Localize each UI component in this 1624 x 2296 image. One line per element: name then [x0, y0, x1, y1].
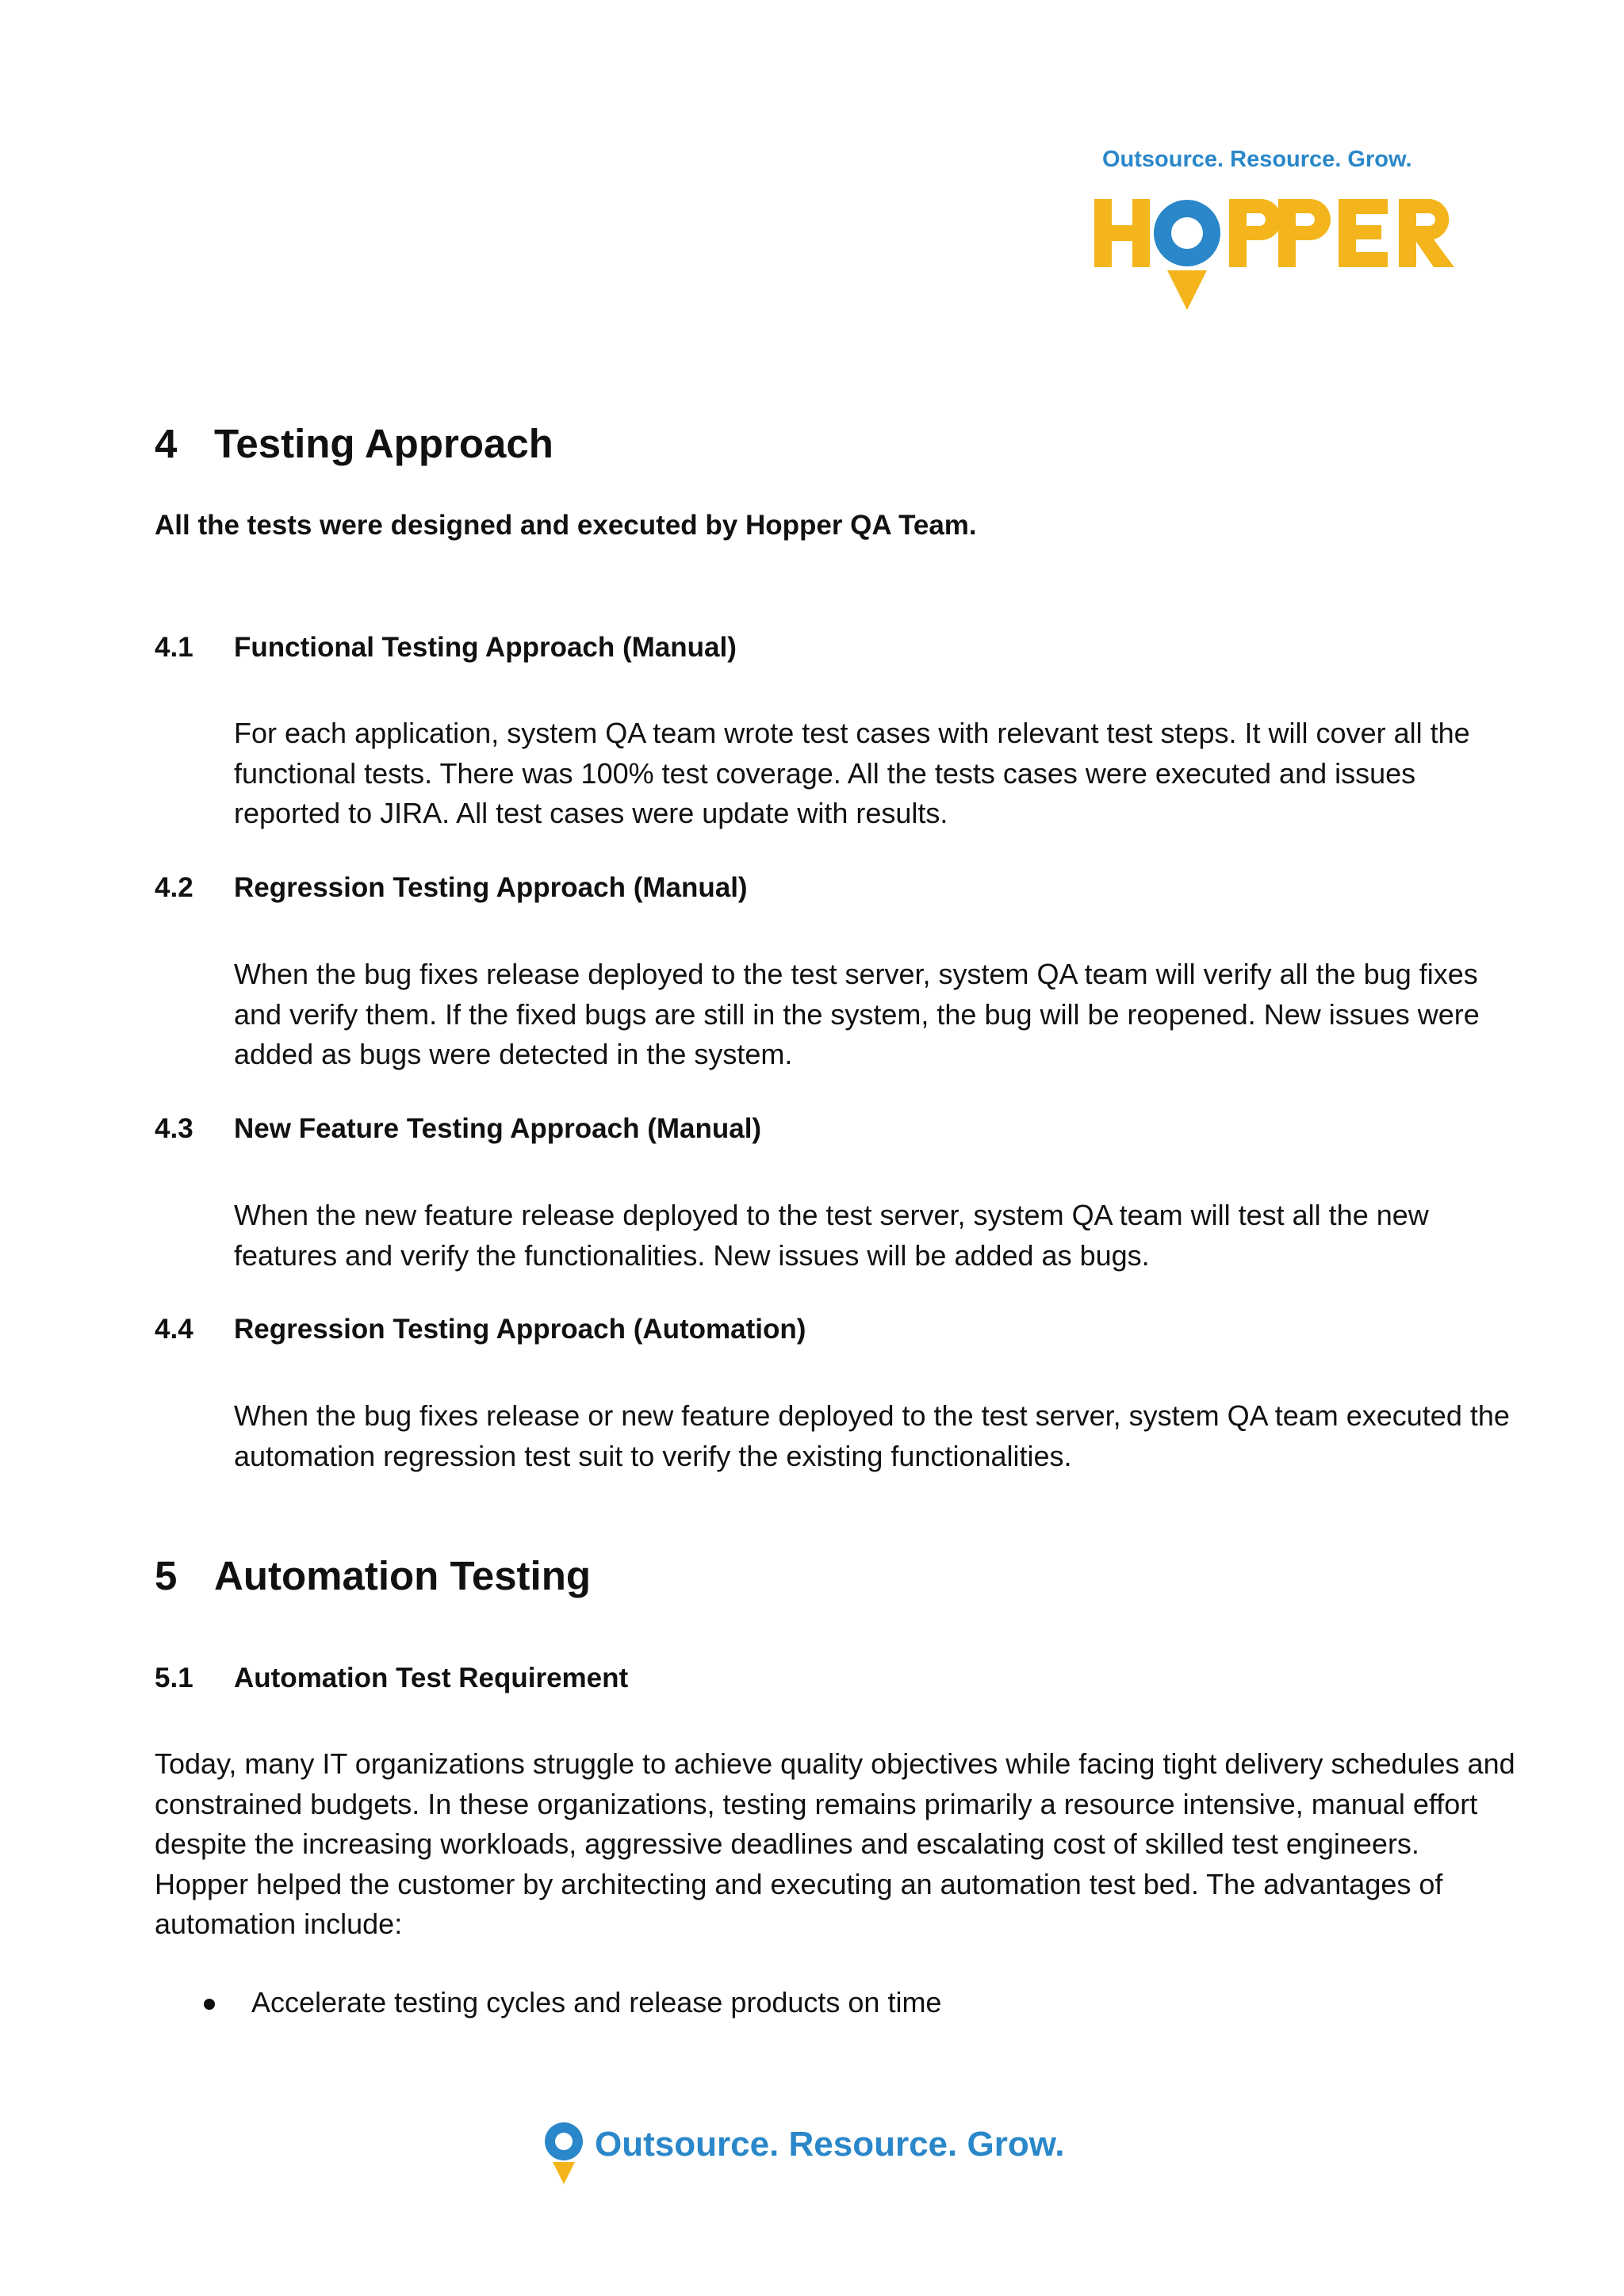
- hopper-wordmark-icon: [1094, 191, 1475, 326]
- subsection-title: Functional Testing Approach (Manual): [234, 632, 737, 663]
- subsection-number: 4.4: [155, 1314, 193, 1345]
- section-4-lead: All the tests were designed and executed by Hopper QA Team.: [155, 510, 977, 541]
- subsection-title: New Feature Testing Approach (Manual): [234, 1113, 762, 1144]
- subsection-4-3-body: When the new feature release deployed to the test server, system QA team will test all the new features and verify the functionalities. New issues will be added as bugs.: [234, 1199, 1429, 1272]
- subsection-number: 5.1: [155, 1663, 193, 1693]
- footer-logo: [543, 2121, 1098, 2192]
- subsection-4-1-body: For each application, system QA team wrote test cases with relevant test steps. It will cover all the functional tests. There was 100% test coverage. All the tests cases were executed and issues reported to JIRA. All test cases were update with results.: [234, 717, 1470, 829]
- section-5-heading: [155, 1552, 591, 1599]
- subsection-4-3-heading: [155, 1113, 761, 1145]
- subsection-number: 4.1: [155, 632, 193, 663]
- subsection-4-2-heading: [155, 872, 748, 904]
- list-item-text: Accelerate testing cycles and release products on time: [251, 1986, 942, 2019]
- bullet-icon: [204, 1999, 215, 2010]
- subsection-4-2-body: When the bug fixes release deployed to the test server, system QA team will verify all the bug fixes and verify them. If the fixed bugs are still in the system, the bug will be reopened. New issues were added as bugs were detected in the system.: [234, 958, 1480, 1070]
- footer-tagline: Outsource. Resource. Grow.: [595, 2125, 1065, 2164]
- subsection-4-4-body: When the bug fixes release or new feature deployed to the test server, system QA team executed the automation regression test suit to verify the existing functionalities.: [234, 1399, 1510, 1472]
- subsection-5-1-heading: [155, 1663, 628, 1694]
- subsection-number: 4.3: [155, 1113, 193, 1144]
- section-title: Testing Approach: [214, 421, 553, 466]
- section-number: 4: [155, 421, 178, 466]
- subsection-title: Automation Test Requirement: [234, 1663, 629, 1693]
- section-4-heading: [155, 420, 553, 467]
- hopper-logo: [1094, 147, 1475, 329]
- section-number: 5: [155, 1553, 178, 1598]
- section-title: Automation Testing: [214, 1553, 592, 1598]
- subsection-number: 4.2: [155, 872, 193, 903]
- subsection-title: Regression Testing Approach (Manual): [234, 872, 748, 903]
- subsection-title: Regression Testing Approach (Automation): [234, 1314, 806, 1345]
- location-pin-icon: [543, 2121, 584, 2186]
- subsection-4-4-heading: [155, 1314, 806, 1345]
- logo-tagline: Outsource. Resource. Grow.: [1102, 147, 1412, 172]
- subsection-4-1-heading: [155, 632, 737, 664]
- section-5-body: Today, many IT organizations struggle to achieve quality objectives while facing tight delivery schedules and constrained budgets. In these organizations, testing remains primarily a resource intensive, manual effort despite the increasing workloads, aggressive deadlines and escalating cost of skilled test engineers. Hopper helped the customer by architecting and executing an automation test bed. The advantages of automation include:: [155, 1747, 1515, 1940]
